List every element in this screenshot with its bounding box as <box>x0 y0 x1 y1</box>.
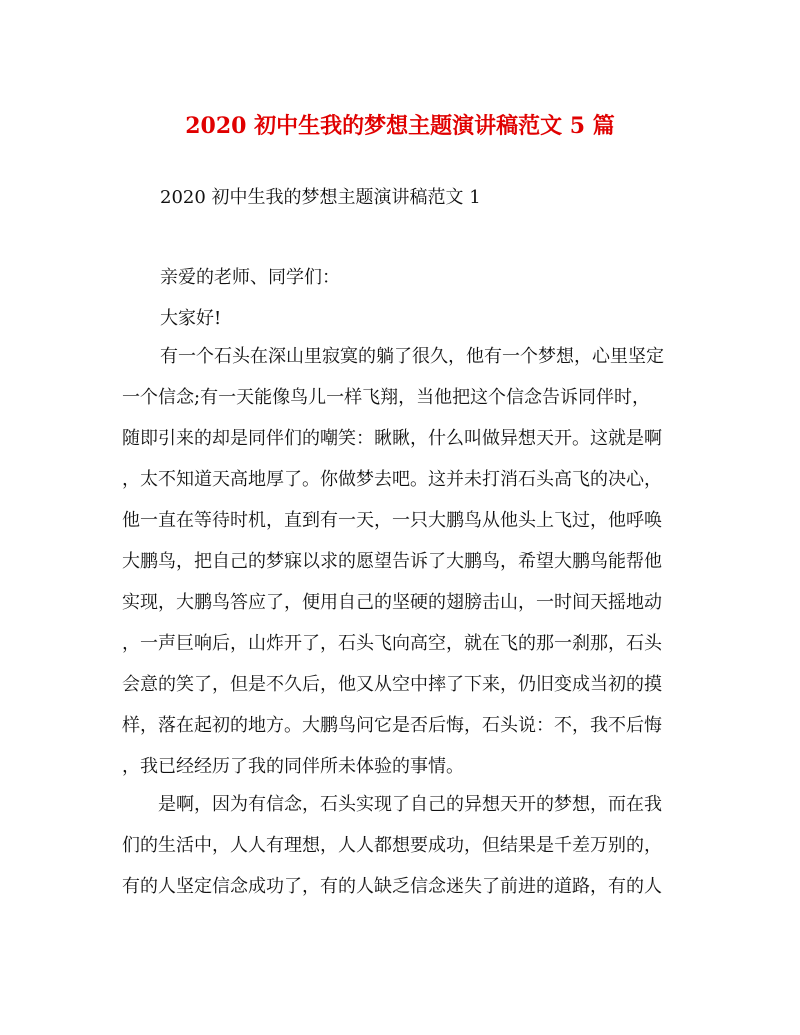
salutation: 亲爱的老师、同学们： <box>160 267 340 288</box>
paragraph-line: ，太不知道天高地厚了。你做梦去吧。这并未打消石头高飞的决心， <box>122 469 662 490</box>
paragraph-line: 大鹏鸟，把自己的梦寐以求的愿望告诉了大鹏鸟，希望大鹏鸟能帮他 <box>122 551 662 572</box>
paragraph-line: 会意的笑了，但是不久后，他又从空中摔了下来，仍旧变成当初的摸 <box>122 674 662 695</box>
paragraph-2 <box>122 785 682 908</box>
paragraph-line: 样，落在起初的地方。大鹏鸟问它是否后悔，石头说：不，我不后悔 <box>122 715 662 736</box>
paragraph-1 <box>122 337 682 788</box>
paragraph-line: ，我已经经历了我的同伴所未体验的事情。 <box>122 756 464 777</box>
paragraph-line: 是啊，因为有信念，石头实现了自己的异想天开的梦想，而在我 <box>158 794 662 815</box>
greeting-line: 大家好! <box>160 308 222 329</box>
paragraph-line: 他一直在等待时机，直到有一天，一只大鹏鸟从他头上飞过，他呼唤 <box>122 510 662 531</box>
paragraph-line: ，一声巨响后，山炸开了，石头飞向高空，就在飞的那一刹那，石头 <box>122 633 662 654</box>
paragraph-line: 随即引来的却是同伴们的嘲笑：瞅瞅，什么叫做异想天开。这就是啊 <box>122 428 662 449</box>
paragraph-line: 有一个石头在深山里寂寞的躺了很久，他有一个梦想，心里坚定 <box>160 346 664 367</box>
document-title: 2020 初中生我的梦想主题演讲稿范文 5 篇 <box>185 113 615 139</box>
paragraph-line: 们的生活中，人人有理想，人人都想要成功，但结果是千差万别的， <box>122 835 662 856</box>
paragraph-line: 有的人坚定信念成功了，有的人缺乏信念迷失了前进的道路，有的人 <box>122 876 662 897</box>
paragraph-line: 实现，大鹏鸟答应了，便用自己的坚硬的翅膀击山，一时间天摇地动 <box>122 592 662 613</box>
paragraph-line: 一个信念;有一天能像鸟儿一样飞翔，当他把这个信念告诉同伴时， <box>122 387 651 408</box>
section-heading: 2020 初中生我的梦想主题演讲稿范文 1 <box>160 187 481 208</box>
